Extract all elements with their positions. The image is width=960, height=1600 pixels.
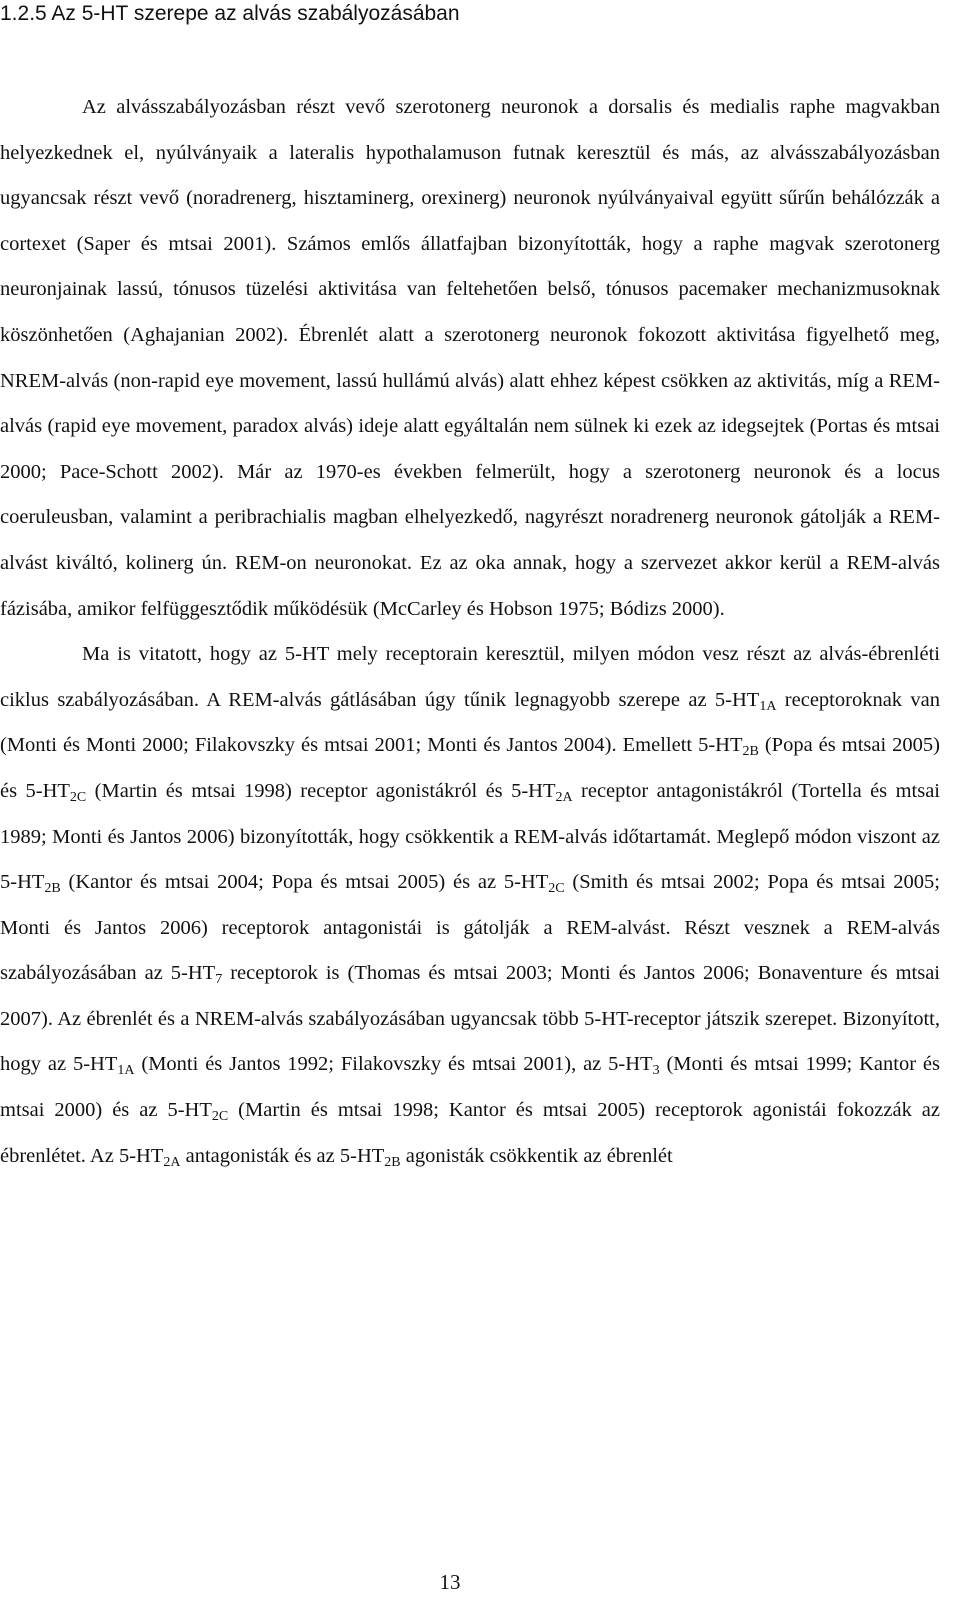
- text-run: (Popa és mtsai 2005) és 5-HT: [0, 734, 940, 802]
- receptor-subscript: 2A: [555, 789, 573, 805]
- paragraph-2: [0, 632, 940, 1179]
- receptor-subscript: 1A: [759, 698, 777, 714]
- page-number: 13: [439, 1570, 461, 1594]
- text-run: (Martin és mtsai 1998; Kantor és mtsai 2005) receptorok agonistái fokozzák az ébrenlétet. Az 5-HT: [0, 1099, 940, 1167]
- text-run: receptor antagonistákról (Tortella és mtsai 1989; Monti és Jantos 2006) bizonyították, hogy csökkentik a REM-alvás időtartamát. Meglepő módon viszont az 5-HT: [0, 779, 940, 894]
- text-run: (Martin és mtsai 1998) receptor agonistákról és 5-HT: [86, 779, 556, 802]
- receptor-subscript: 1A: [117, 1063, 135, 1079]
- receptor-subscript: 2B: [384, 1154, 401, 1170]
- body-text: [0, 85, 940, 1179]
- receptor-subscript: 7: [215, 972, 223, 988]
- receptor-subscript: 2A: [163, 1154, 181, 1170]
- text-run: antagonisták és az 5-HT: [180, 1144, 385, 1167]
- section-heading: 1.2.5 Az 5-HT szerepe az alvás szabályozásában: [0, 2, 460, 25]
- text-run: (Kantor és mtsai 2004; Popa és mtsai 2005) és az 5-HT: [60, 871, 549, 894]
- text-run: (Monti és Jantos 1992; Filakovszky és mtsai 2001), az 5-HT: [134, 1053, 653, 1076]
- receptor-subscript: 2B: [742, 744, 759, 760]
- text-run: (Smith és mtsai 2002; Popa és mtsai 2005; Monti és Jantos 2006) receptorok antagonistái is gátolják a REM-alvást. Részt vesznek a REM-alvás szabályozásában az 5-HT: [0, 871, 941, 985]
- receptor-subscript: 2C: [69, 789, 87, 805]
- receptor-subscript: 2C: [548, 881, 565, 897]
- paragraph-1: Az alvásszabályozásban részt vevő szerotonerg neuronok a dorsalis és medialis raphe magvakban helyezkednek el, nyúlványaik a lateralis hypothalamuson futnak keresztül és más, az alvásszabályozásban ugyancsak részt vevő (noradrenerg, hisztaminerg, orexinerg) neuronok nyúlványaival együtt sűrűn behálózzák a cortexet (Saper és mtsai 2001). Számos emlős állatfajban bizonyították, hogy a raphe magvak szerotonerg neuronjainak lassú, tónusos tüzelési aktivitása van feltehetően belső, tónusos pacemaker mechanizmusoknak köszönhetően (Aghajanian 2002). Ébrenlét alatt a szerotonerg neuronok fokozott aktivitása figyelhető meg, NREM-alvás (non-rapid eye movement, lassú hullámú alvás) alatt ehhez képest csökken az aktivitás, míg a REM-alvás (rapid eye movement, paradox alvás) ideje alatt egyáltalán nem sülnek ki ezek az idegsejtek (Portas és mtsai 2000; Pace-Schott 2002). Már az 1970-es években felmerült, hogy a szerotonerg neuronok és a locus coeruleusban, valamint a peribrachialis magban elhelyezkedő, nagyrészt noradrenerg neuronok gátolják a REM-alvást kiváltó, kolinerg ún. REM-on neuronokat. Ez az oka annak, hogy a szervezet akkor kerül a REM-alvás fázisába, amikor felfüggesztődik működésük (McCarley és Hobson 1975; Bódizs 2000).: [0, 96, 940, 620]
- text-run: receptorok is (Thomas és mtsai 2003; Monti és Jantos 2006; Bonaventure és mtsai 2007). Az ébrenlét és a NREM-alvás szabályozásában ugyancsak több 5-HT-receptor játszik szerepet. Bizonyított, hogy az 5-HT: [0, 962, 940, 1076]
- text-run: (Monti és mtsai 1999; Kantor és mtsai 2000) és az 5-HT: [0, 1053, 940, 1122]
- receptor-subscript: 3: [652, 1063, 660, 1079]
- receptor-subscript: 2C: [211, 1109, 229, 1125]
- text-run: Ma is vitatott, hogy az 5-HT mely receptorain keresztül, milyen módon vesz részt az alvás-ébrenléti ciklus szabályozásában. A REM-alvás gátlásában úgy tűnik legnagyobb szerepe az 5-HT: [0, 643, 940, 711]
- receptor-subscript: 2B: [44, 881, 61, 897]
- text-run: agonisták csökkentik az ébrenlét: [400, 1144, 673, 1167]
- text-run: receptoroknak van (Monti és Monti 2000; Filakovszky és mtsai 2001; Monti és Jantos 2004). Emellett 5-HT: [0, 688, 941, 757]
